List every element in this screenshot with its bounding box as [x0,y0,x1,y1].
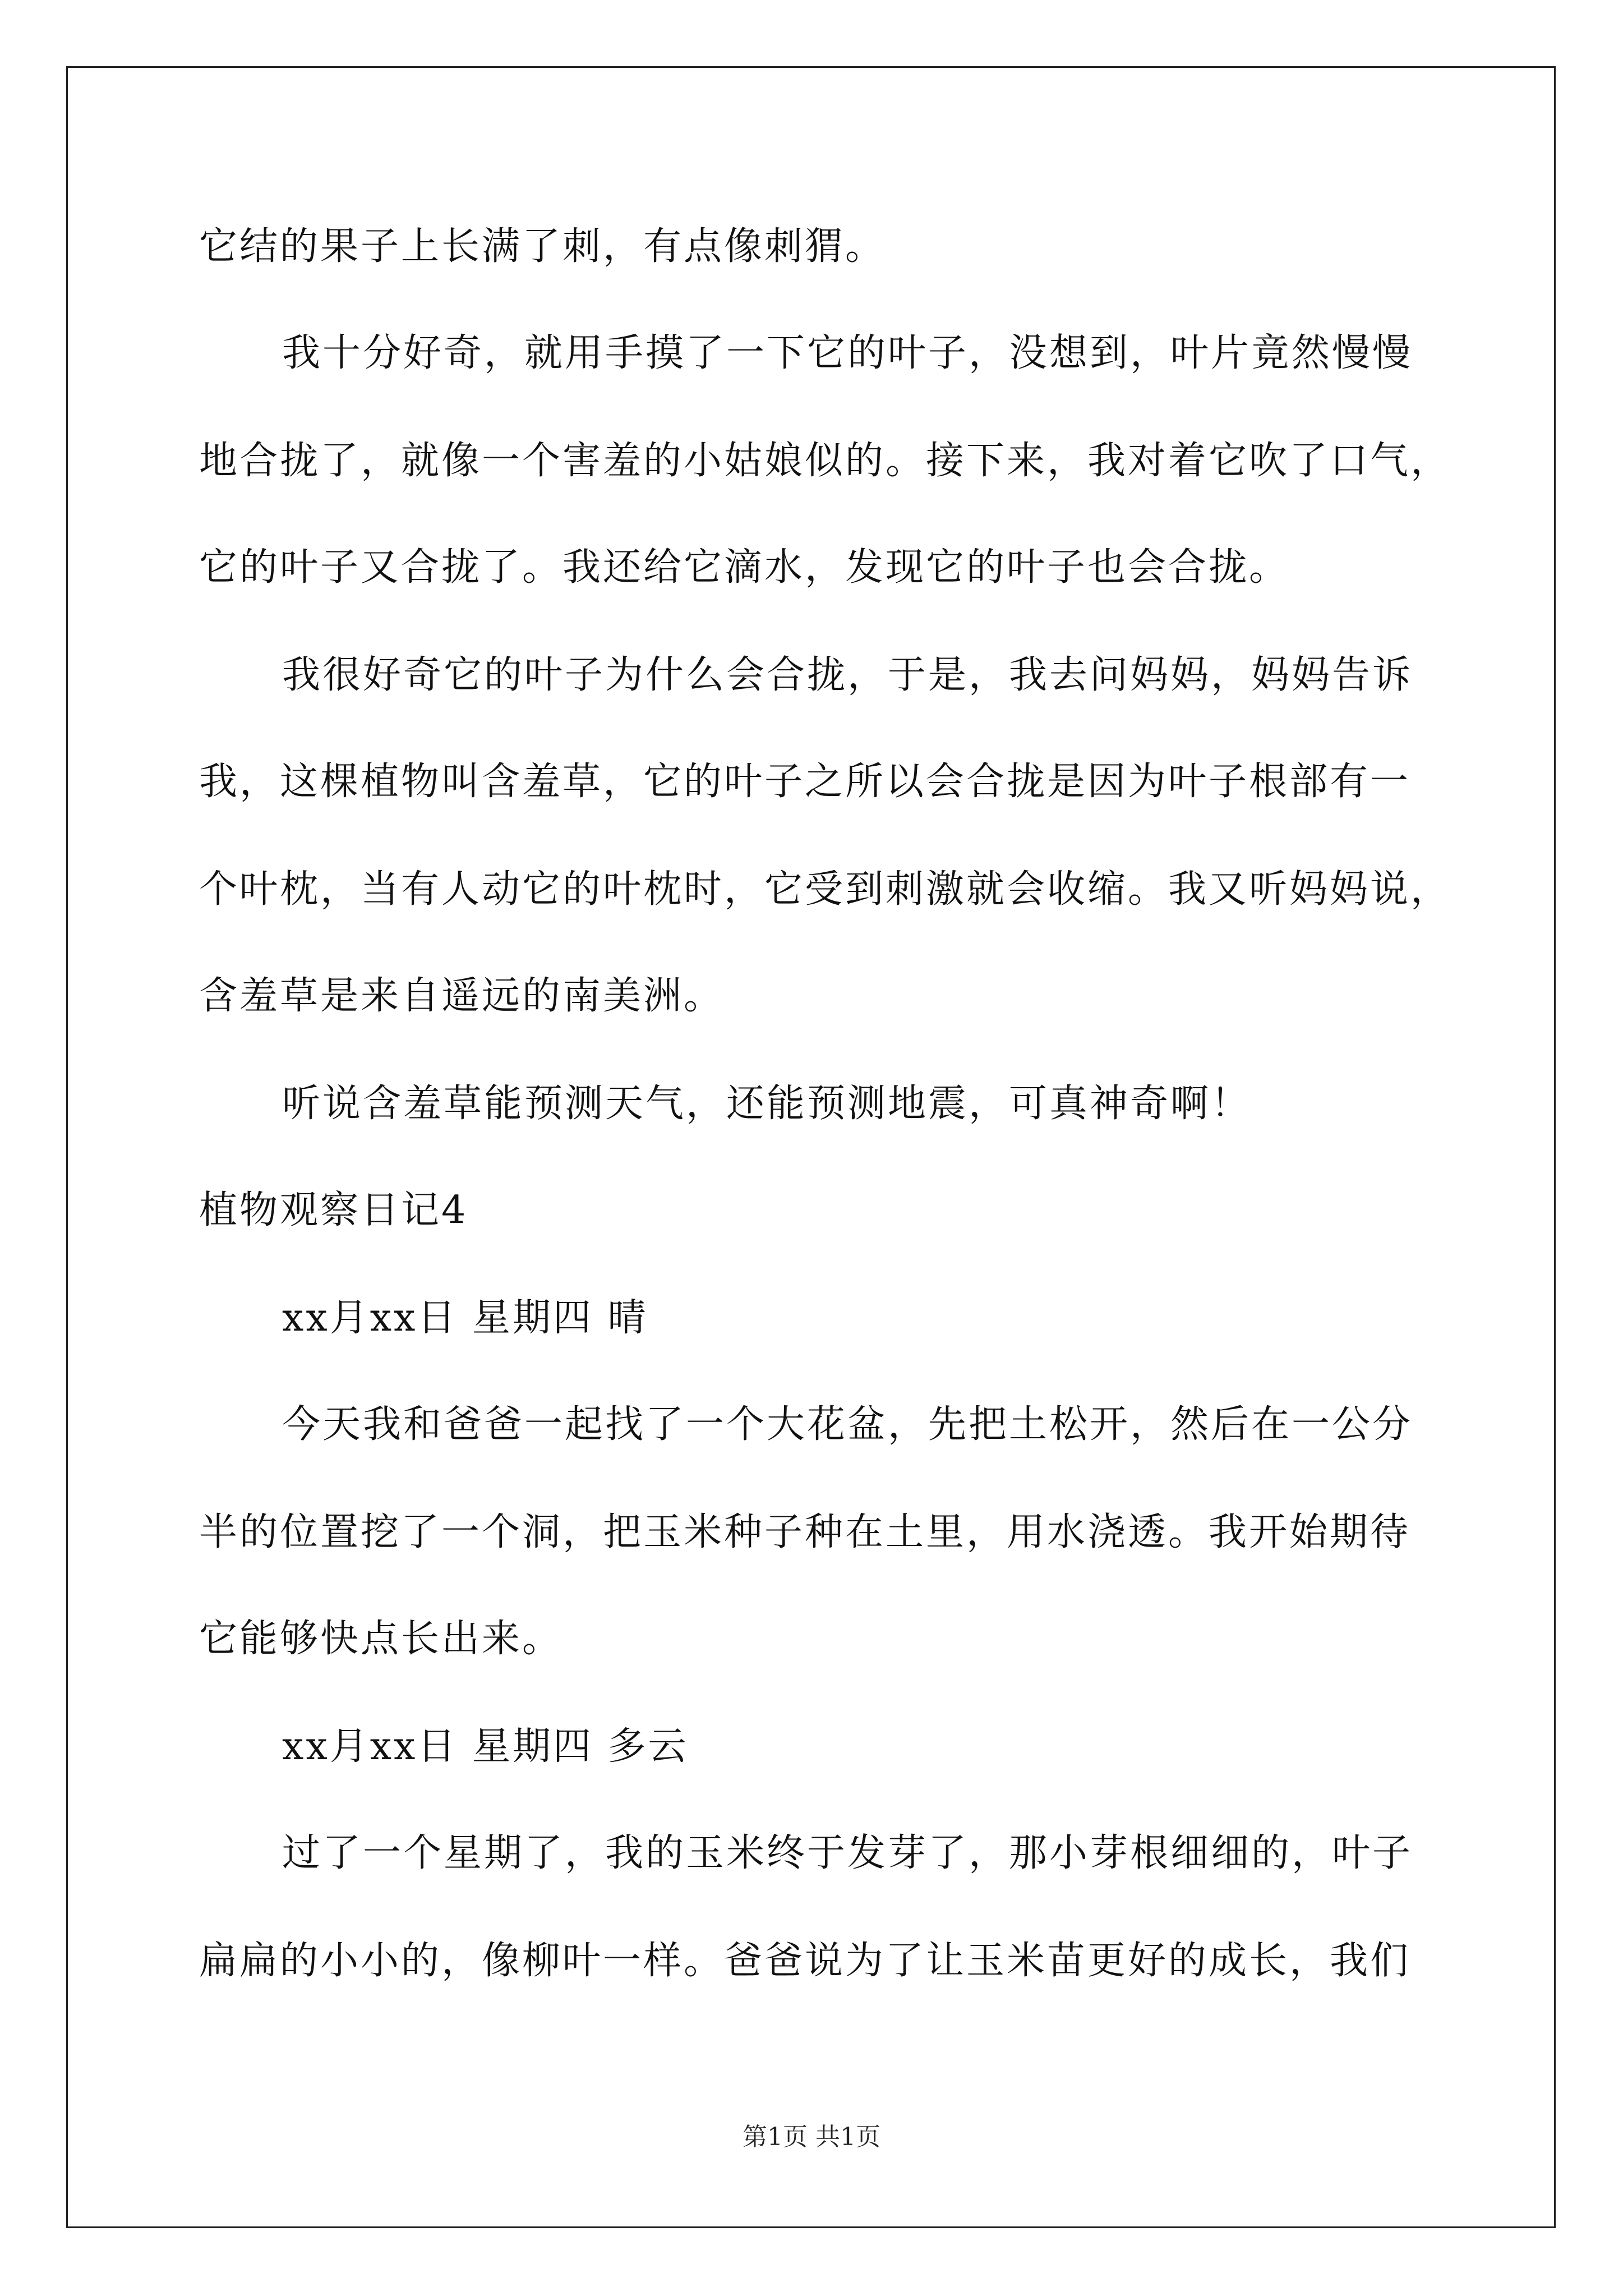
diary-date-1: xx月xx日 星期四 晴 [282,1296,648,1340]
text-line-12: 今天我和爸爸一起找了一个大花盆，先把土松开，然后在一公分 [282,1402,1413,1447]
text-line-17: 扁扁的小小的，像柳叶一样。爸爸说为了让玉米苗更好的成长，我们 [199,1939,1411,1983]
text-line-13: 半的位置挖了一个洞，把玉米种子种在土里，用水浇透。我开始期待 [199,1510,1411,1554]
text-line-4: 它的叶子又合拢了。我还给它滴水，发现它的叶子也会合拢。 [199,545,1290,590]
text-line-14: 它能够快点长出来。 [199,1617,563,1661]
text-line-9: 听说含羞草能预测天气，还能预测地震，可真神奇啊！ [282,1082,1252,1126]
text-line-8: 含羞草是来自遥远的南美洲。 [199,974,725,1018]
text-line-5: 我很好奇它的叶子为什么会合拢，于是，我去问妈妈，妈妈告诉 [282,653,1413,697]
section-heading: 植物观察日记4 [199,1188,468,1232]
text-line-6: 我，这棵植物叫含羞草，它的叶子之所以会合拢是因为叶子根部有一 [199,760,1411,804]
text-line-7: 个叶枕，当有人动它的叶枕时，它受到刺激就会收缩。我又听妈妈说， [199,867,1451,912]
text-line-16: 过了一个星期了，我的玉米终于发芽了，那小芽根细细的，叶子 [282,1831,1413,1875]
text-line-3: 地合拢了，就像一个害羞的小姑娘似的。接下来，我对着它吹了口气， [199,439,1451,483]
page-border [66,66,1556,2228]
text-line-2: 我十分好奇，就用手摸了一下它的叶子，没想到，叶片竟然慢慢 [282,331,1413,375]
diary-date-2: xx月xx日 星期四 多云 [282,1724,689,1769]
page-number-footer: 第1页 共1页 [743,2123,880,2151]
text-line-1: 它结的果子上长满了刺，有点像刺猬。 [199,224,886,269]
